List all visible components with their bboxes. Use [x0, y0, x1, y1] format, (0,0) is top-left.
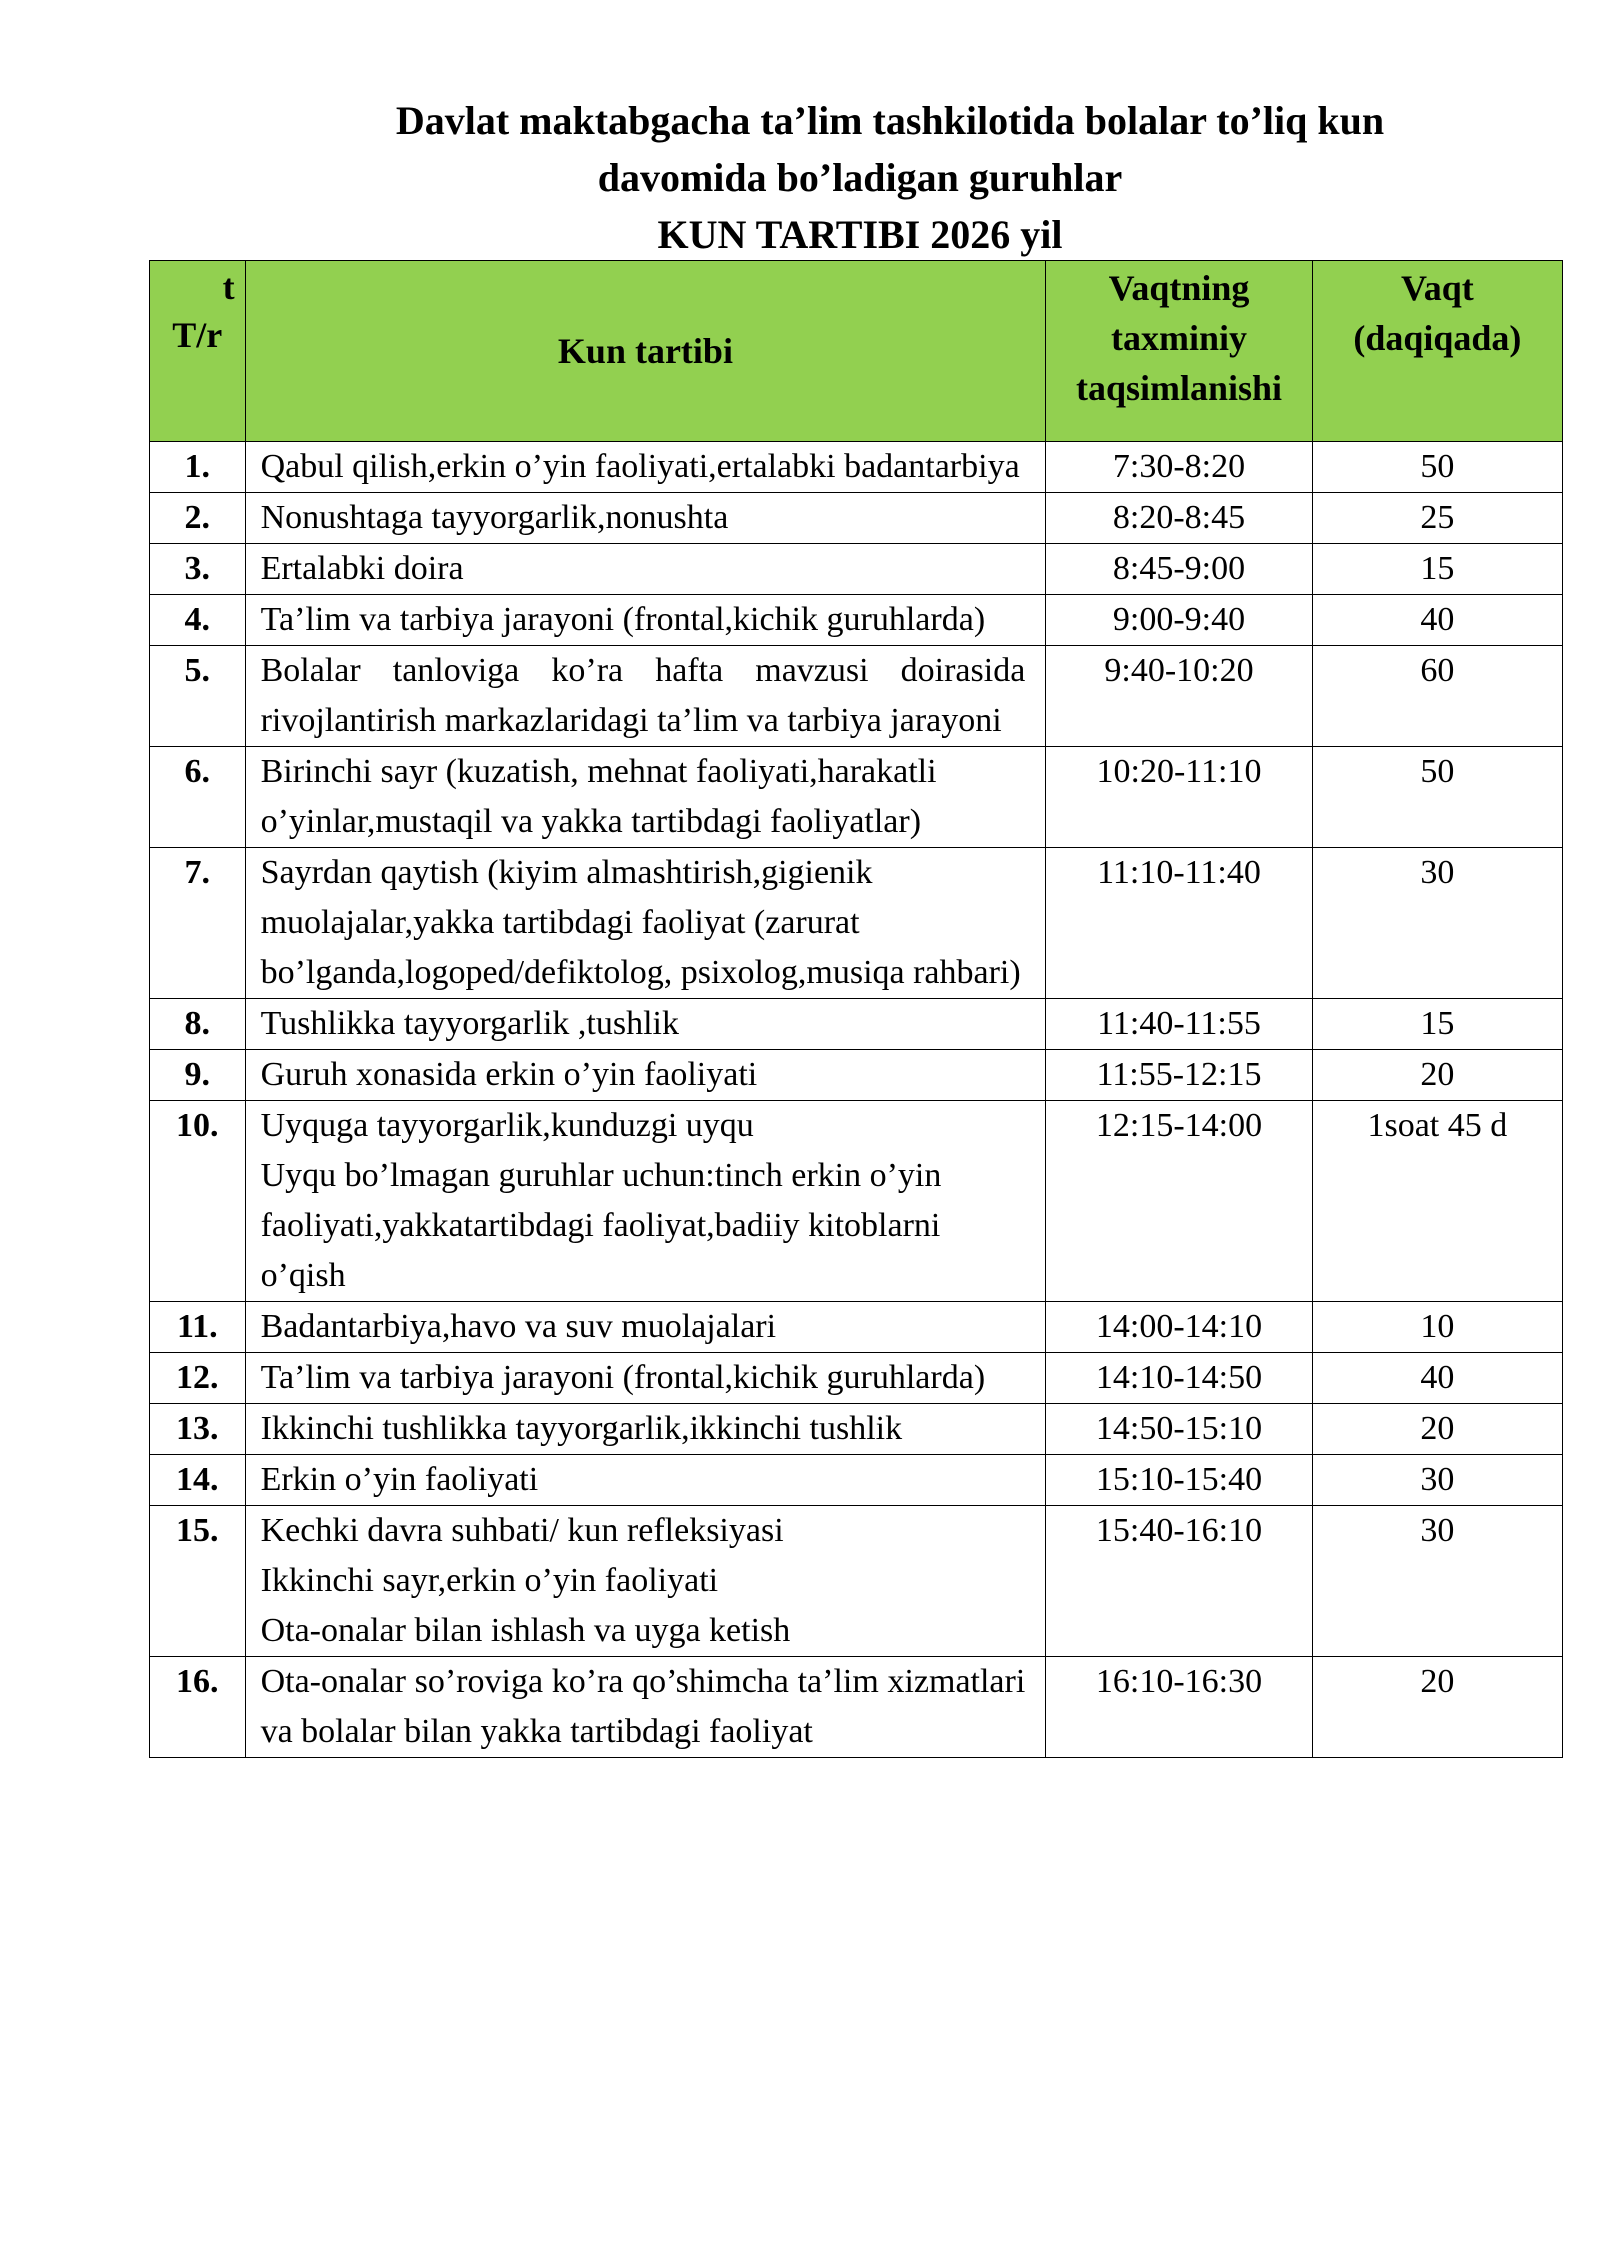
row-time-range: 8:45-9:00 [1046, 544, 1312, 595]
row-activity-line: Kechki davra suhbati/ kun refleksiyasi [260, 1512, 784, 1549]
row-time-range: 15:40-16:10 [1046, 1506, 1312, 1657]
row-duration: 40 [1312, 1353, 1562, 1404]
header-time-line1: Vaqtning [1108, 268, 1250, 308]
row-activity-line: Ota-onalar bilan ishlash va uyga ketish [260, 1612, 791, 1649]
row-number: 7. [150, 848, 246, 999]
row-activity-line: Uyquga tayyorgarlik,kunduzgi uyqu [260, 1107, 754, 1144]
table-row [150, 1455, 1563, 1506]
row-activity [245, 1404, 1046, 1455]
row-activity [245, 1302, 1046, 1353]
row-number: 3. [150, 544, 246, 595]
table-row [150, 999, 1563, 1050]
row-activity [245, 848, 1046, 999]
row-number: 4. [150, 595, 246, 646]
row-number: 9. [150, 1050, 246, 1101]
row-duration: 1soat 45 d [1312, 1101, 1562, 1302]
table-row [150, 1657, 1563, 1758]
row-duration: 10 [1312, 1302, 1562, 1353]
row-duration: 20 [1312, 1657, 1562, 1758]
row-activity-line: Erkin o’yin faoliyati [260, 1461, 539, 1498]
row-activity-line: Ta’lim va tarbiya jarayoni (frontal,kichik guruhlarda) [260, 601, 986, 638]
row-activity-line: Tushlikka tayyorgarlik ,tushlik [260, 1005, 679, 1042]
schedule-body [150, 442, 1563, 1758]
row-activity [245, 747, 1046, 848]
schedule-table [149, 260, 1563, 1758]
row-activity [245, 1506, 1046, 1657]
row-activity-line: Sayrdan qaytish (kiyim almashtirish,gigienik muolajalar,yakka tartibdagi faoliyat (zarurat bo’lganda,logoped/defiktolog, psixolog,musiqa rahbari) [260, 854, 1021, 991]
title-line-3: KUN TARTIBI 2026 yil [657, 212, 1063, 257]
header-duration [1312, 261, 1562, 442]
row-time-range: 11:10-11:40 [1046, 848, 1312, 999]
table-row [150, 595, 1563, 646]
row-duration: 25 [1312, 493, 1562, 544]
row-activity-line: Ertalabki doira [260, 550, 464, 587]
header-duration-line2: (daqiqada) [1353, 318, 1522, 358]
row-duration: 15 [1312, 999, 1562, 1050]
header-number-label: T/r [172, 315, 223, 355]
table-row [150, 1101, 1563, 1302]
row-number: 1. [150, 442, 246, 493]
header-task: Kun tartibi [245, 261, 1046, 442]
row-activity-line: Nonushtaga tayyorgarlik,nonushta [260, 499, 729, 536]
row-time-range: 9:00-9:40 [1046, 595, 1312, 646]
row-number: 12. [150, 1353, 246, 1404]
row-time-range: 15:10-15:40 [1046, 1455, 1312, 1506]
row-number: 10. [150, 1101, 246, 1302]
row-duration: 50 [1312, 747, 1562, 848]
row-activity-line: Guruh xonasida erkin o’yin faoliyati [260, 1056, 758, 1093]
row-time-range: 7:30-8:20 [1046, 442, 1312, 493]
header-number-top: t [222, 267, 235, 307]
row-activity-line: Bolalar tanloviga ko’ra hafta mavzusi doirasida rivojlantirish markazlaridagi ta’lim va tarbiya jarayoni [260, 652, 1026, 739]
row-number: 14. [150, 1455, 246, 1506]
row-time-range: 11:55-12:15 [1046, 1050, 1312, 1101]
row-activity [245, 595, 1046, 646]
row-duration: 20 [1312, 1404, 1562, 1455]
row-duration: 30 [1312, 848, 1562, 999]
row-duration: 30 [1312, 1506, 1562, 1657]
row-number: 6. [150, 747, 246, 848]
table-row [150, 747, 1563, 848]
row-activity-line: Ota-onalar so’roviga ko’ra qo’shimcha ta’lim xizmatlari va bolalar bilan yakka tartibdagi faoliyat [260, 1663, 1026, 1750]
table-row [150, 1302, 1563, 1353]
row-activity [245, 544, 1046, 595]
table-row [150, 1050, 1563, 1101]
header-time-line2: taxminiy [1111, 318, 1248, 358]
row-duration: 40 [1312, 595, 1562, 646]
header-duration-line1: Vaqt [1401, 268, 1474, 308]
row-activity [245, 1050, 1046, 1101]
row-number: 8. [150, 999, 246, 1050]
row-duration: 60 [1312, 646, 1562, 747]
row-activity [245, 646, 1046, 747]
row-activity [245, 1455, 1046, 1506]
row-activity-line: Ikkinchi tushlikka tayyorgarlik,ikkinchi tushlik [260, 1410, 903, 1447]
row-activity-line: Uyqu bo’lmagan guruhlar uchun:tinch erkin o’yin faoliyati,yakkatartibdagi faoliyat,badiiy kitoblarni o’qish [260, 1157, 942, 1294]
row-activity [245, 1657, 1046, 1758]
row-activity [245, 442, 1046, 493]
title-line-2: davomida bo’ladigan guruhlar [597, 155, 1123, 200]
row-activity-line: Badantarbiya,havo va suv muolajalari [260, 1308, 777, 1345]
row-time-range: 12:15-14:00 [1046, 1101, 1312, 1302]
row-duration: 30 [1312, 1455, 1562, 1506]
row-time-range: 8:20-8:45 [1046, 493, 1312, 544]
table-row [150, 646, 1563, 747]
row-duration: 20 [1312, 1050, 1562, 1101]
row-activity-line: Birinchi sayr (kuzatish, mehnat faoliyati,harakatli o’yinlar,mustaqil va yakka tartibdagi faoliyatlar) [260, 753, 937, 840]
table-row [150, 848, 1563, 999]
row-number: 16. [150, 1657, 246, 1758]
table-row [150, 493, 1563, 544]
title-line-1: Davlat maktabgacha ta’lim tashkilotida bolalar to’liq kun [395, 98, 1385, 143]
table-row [150, 544, 1563, 595]
table-header-row [150, 261, 1563, 442]
row-number: 5. [150, 646, 246, 747]
row-activity-line: Ta’lim va tarbiya jarayoni (frontal,kichik guruhlarda) [260, 1359, 986, 1396]
row-time-range: 14:00-14:10 [1046, 1302, 1312, 1353]
row-number: 15. [150, 1506, 246, 1657]
row-activity [245, 493, 1046, 544]
row-time-range: 16:10-16:30 [1046, 1657, 1312, 1758]
row-number: 2. [150, 493, 246, 544]
table-row [150, 1506, 1563, 1657]
table-row [150, 442, 1563, 493]
row-activity-line: Ikkinchi sayr,erkin o’yin faoliyati [260, 1562, 719, 1599]
row-time-range: 9:40-10:20 [1046, 646, 1312, 747]
row-time-range: 11:40-11:55 [1046, 999, 1312, 1050]
table-row [150, 1353, 1563, 1404]
table-row [150, 1404, 1563, 1455]
row-duration: 15 [1312, 544, 1562, 595]
row-activity [245, 999, 1046, 1050]
row-duration: 50 [1312, 442, 1562, 493]
header-number [150, 261, 246, 442]
row-activity-line: Qabul qilish,erkin o’yin faoliyati,ertalabki badantarbiya [260, 448, 1020, 485]
row-activity [245, 1101, 1046, 1302]
row-number: 11. [150, 1302, 246, 1353]
row-activity [245, 1353, 1046, 1404]
header-time-line3: taqsimlanishi [1075, 368, 1283, 408]
row-number: 13. [150, 1404, 246, 1455]
row-time-range: 10:20-11:10 [1046, 747, 1312, 848]
header-time [1046, 261, 1312, 442]
document-title [150, 92, 1570, 263]
row-time-range: 14:50-15:10 [1046, 1404, 1312, 1455]
row-time-range: 14:10-14:50 [1046, 1353, 1312, 1404]
